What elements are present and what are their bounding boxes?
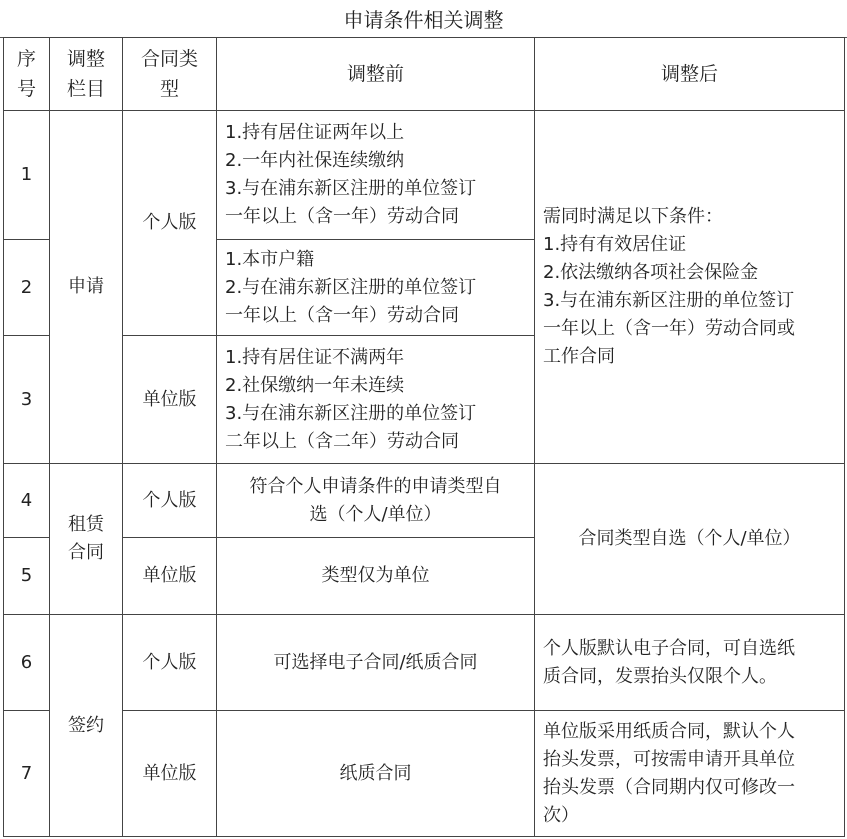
adjustment-table <box>3 37 845 837</box>
header-contract-type: 合同类 型 <box>123 38 217 111</box>
header-before: 调整前 <box>217 38 535 111</box>
group-sign: 签约 <box>50 615 123 837</box>
type-unit: 单位版 <box>123 538 217 615</box>
row-seq: 5 <box>4 538 50 615</box>
type-unit: 单位版 <box>123 336 217 464</box>
header-after: 调整后 <box>535 38 845 111</box>
header-seq: 序 号 <box>4 38 50 111</box>
header-row <box>4 38 845 111</box>
group-apply: 申请 <box>50 111 123 464</box>
table-row <box>4 111 845 240</box>
before-cell: 符合个人申请条件的申请类型自 选（个人/单位） <box>217 464 535 538</box>
row-seq: 7 <box>4 711 50 837</box>
before-cell: 1.持有居住证不满两年 2.社保缴纳一年未连续 3.与在浦东新区注册的单位签订 二年以上（含二年）劳动合同 <box>217 336 535 464</box>
after-lease-cell: 合同类型自选（个人/单位） <box>535 464 845 615</box>
table-title: 申请条件相关调整 <box>0 0 847 38</box>
before-cell: 可选择电子合同/纸质合同 <box>217 615 535 711</box>
row-seq: 2 <box>4 240 50 336</box>
before-cell: 类型仅为单位 <box>217 538 535 615</box>
group-lease-contract: 租赁 合同 <box>50 464 123 615</box>
after-apply-cell: 需同时满足以下条件： 1.持有有效居住证 2.依法缴纳各项社会保险金 3.与在浦东新区注册的单位签订 一年以上（含一年）劳动合同或 工作合同 <box>535 111 845 464</box>
table-row <box>4 615 845 711</box>
type-personal: 个人版 <box>123 615 217 711</box>
after-cell: 个人版默认电子合同，可自选纸 质合同，发票抬头仅限个人。 <box>535 615 845 711</box>
row-seq: 6 <box>4 615 50 711</box>
before-cell: 1.持有居住证两年以上 2.一年内社保连续缴纳 3.与在浦东新区注册的单位签订 一年以上（含一年）劳动合同 <box>217 111 535 240</box>
row-seq: 1 <box>4 111 50 240</box>
type-unit: 单位版 <box>123 711 217 837</box>
type-personal: 个人版 <box>123 464 217 538</box>
header-item: 调整 栏目 <box>50 38 123 111</box>
row-seq: 4 <box>4 464 50 538</box>
table-row <box>4 464 845 538</box>
table-row <box>4 711 845 837</box>
row-seq: 3 <box>4 336 50 464</box>
before-cell: 纸质合同 <box>217 711 535 837</box>
type-personal: 个人版 <box>123 111 217 336</box>
after-cell: 单位版采用纸质合同，默认个人 抬头发票，可按需申请开具单位 抬头发票（合同期内仅可修改一 次） <box>535 711 845 837</box>
before-cell: 1.本市户籍 2.与在浦东新区注册的单位签订 一年以上（含一年）劳动合同 <box>217 240 535 336</box>
